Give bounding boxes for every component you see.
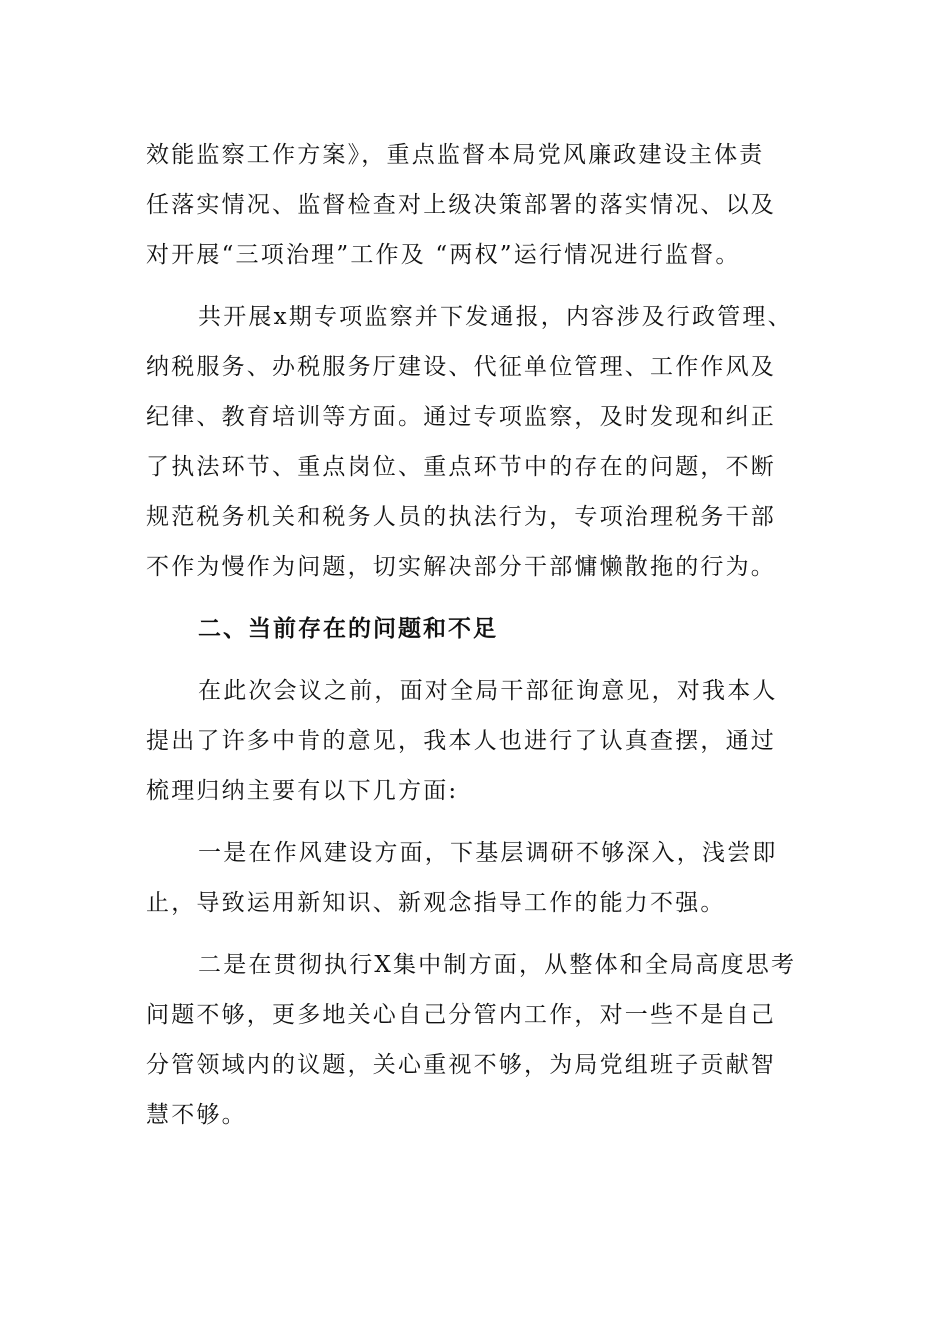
paragraph-intro [146, 666, 806, 816]
text-line: 效能监察工作方案》，重点监督本局党风廉政建设主体责 [146, 142, 765, 168]
document-page [146, 130, 806, 1140]
text-line: 在此次会议之前，面对全局干部征询意见，对我本人 [198, 678, 778, 704]
paragraph-continuation [146, 130, 806, 280]
text-line: 梳理归纳主要有以下几方面: [146, 778, 459, 804]
text-line: 慧不够。 [146, 1102, 247, 1128]
paragraph-point-one [146, 828, 806, 928]
section-heading [146, 604, 806, 654]
text-line: 问题不够，更多地关心自己分管内工作，对一些不是自己 [146, 1002, 776, 1028]
text-line: 纳税服务、办税服务厅建设、代征单位管理、工作作风及 [146, 354, 776, 380]
text-line: 止，导致运用新知识、新观念指导工作的能力不强。 [146, 890, 726, 916]
paragraph-special-inspection [146, 292, 806, 592]
paragraph-point-two [146, 940, 806, 1140]
text-line: 分管领域内的议题，关心重视不够，为局党组班子贡献智 [146, 1052, 776, 1078]
text-line: 纪律、教育培训等方面。通过专项监察，及时发现和纠正 [146, 404, 776, 430]
text-line: 了执法环节、重点岗位、重点环节中的存在的问题，不断 [146, 454, 776, 480]
text-line: 任落实情况、监督检查对上级决策部署的落实情况、以及 [146, 192, 776, 218]
text-line: 二是在贯彻执行X集中制方面，从整体和全局高度思考 [198, 952, 797, 978]
text-line: 共开展x期专项监察并下发通报，内容涉及行政管理、 [198, 304, 793, 330]
text-line: 规范税务机关和税务人员的执法行为，专项治理税务干部 [146, 504, 776, 530]
text-line: 一是在作风建设方面，下基层调研不够深入，浅尝即 [198, 840, 778, 866]
text-line: 对开展“三项治理”工作及 “两权”运行情况进行监督。 [146, 242, 741, 268]
section-heading-text: 二、当前存在的问题和不足 [198, 615, 498, 642]
text-line: 提出了许多中肯的意见，我本人也进行了认真查摆，通过 [146, 728, 776, 754]
text-line: 不作为慢作为问题，切实解决部分干部慵懒散拖的行为。 [146, 554, 776, 580]
